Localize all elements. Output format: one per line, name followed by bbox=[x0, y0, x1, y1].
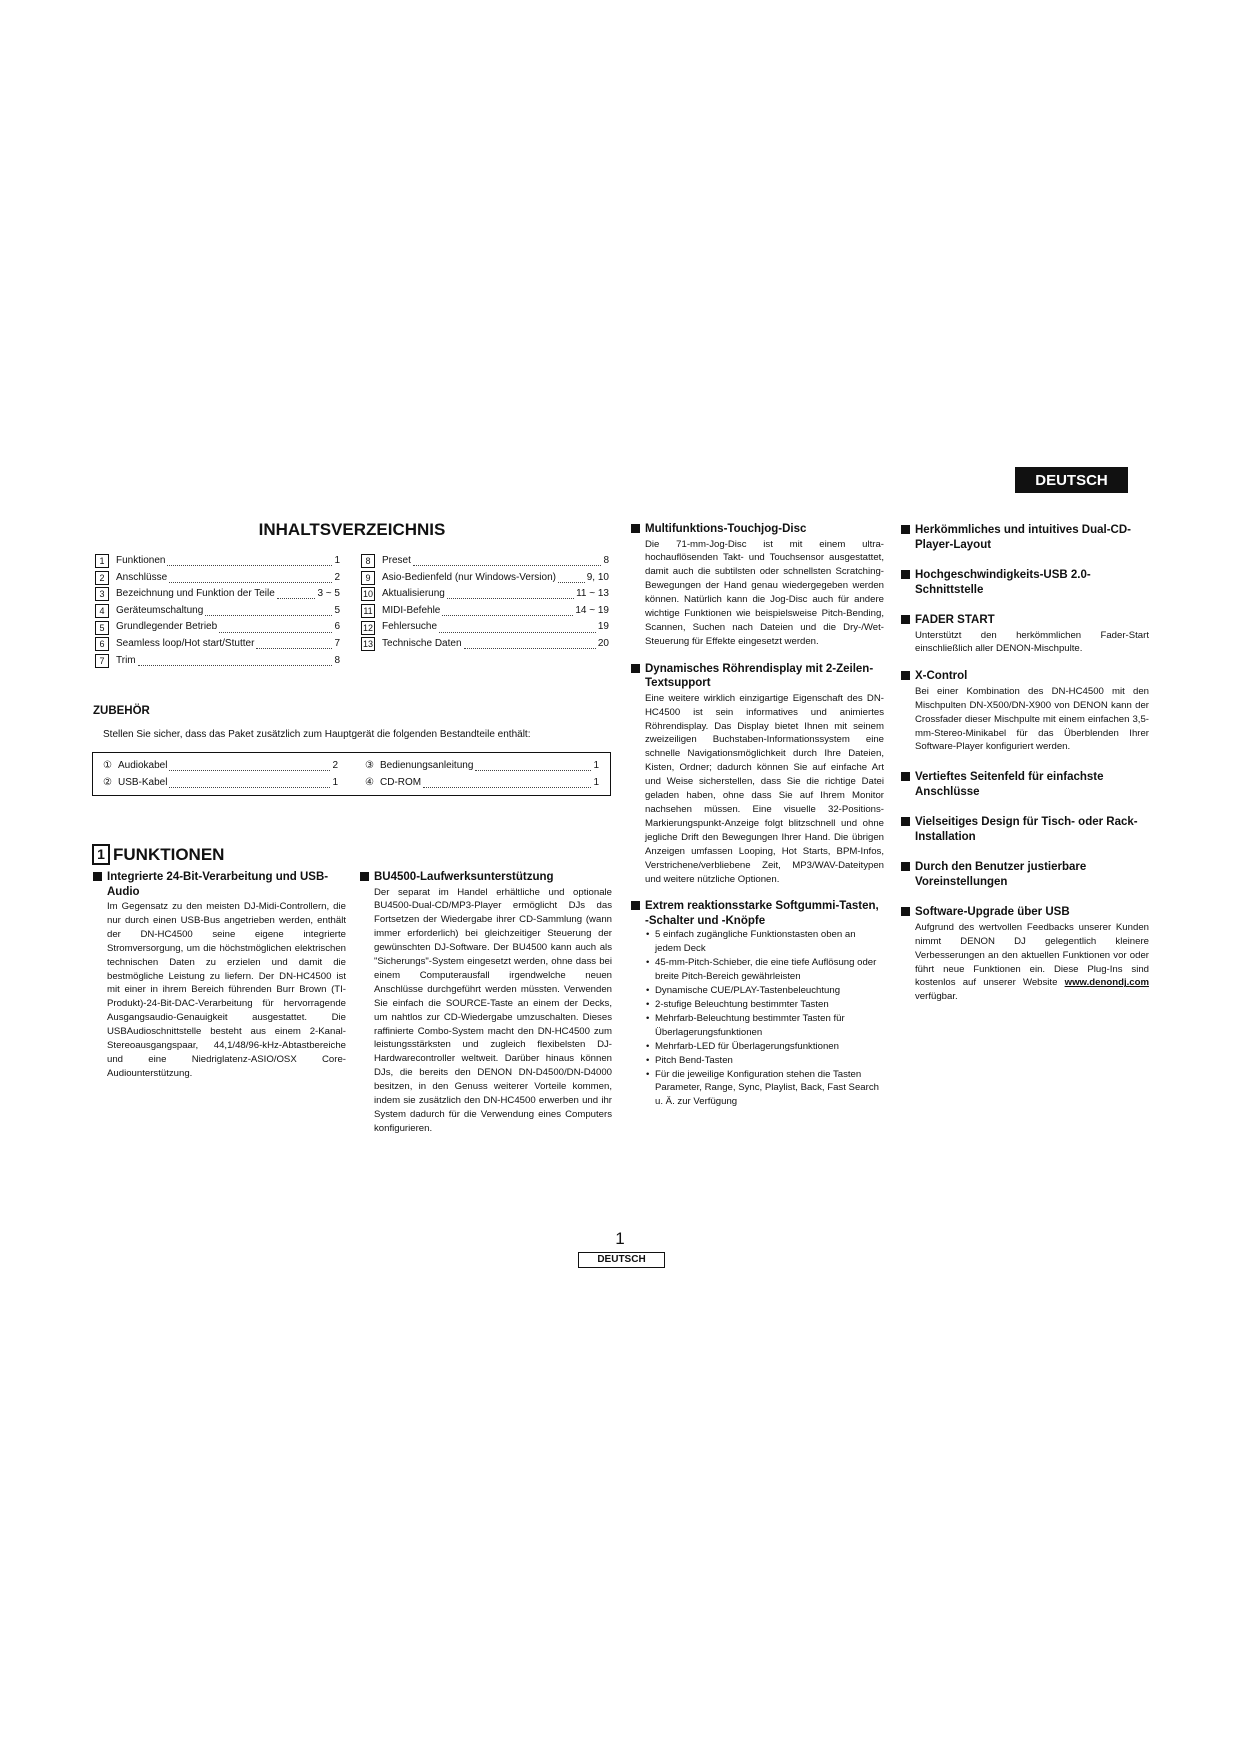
toc-num: 8 bbox=[361, 554, 375, 568]
section-title-text: FUNKTIONEN bbox=[113, 844, 225, 864]
toc-page: 3 ~ 5 bbox=[317, 588, 340, 600]
feature-heading: Software-Upgrade über USB bbox=[901, 905, 1149, 920]
toc-text: Geräteumschaltung bbox=[116, 604, 204, 616]
toc-page: 6 bbox=[334, 621, 340, 633]
toc-page: 7 bbox=[334, 637, 340, 649]
feature-column-3 bbox=[631, 522, 884, 1122]
toc-page: 20 bbox=[597, 637, 609, 649]
feature-heading: FADER START bbox=[901, 613, 1149, 628]
feature-block bbox=[901, 770, 1149, 799]
toc-num: 12 bbox=[363, 622, 374, 633]
toc-left-column bbox=[95, 553, 340, 669]
feature-bullet: • Dynamische CUE/PLAY-Tastenbeleuchtung bbox=[631, 984, 884, 998]
section-title bbox=[92, 844, 224, 865]
toc-text: Preset bbox=[382, 555, 411, 566]
toc-page: 19 bbox=[597, 621, 609, 633]
toc-page: 8 bbox=[603, 555, 609, 566]
accessory-item bbox=[103, 777, 338, 788]
toc-text: Trim bbox=[116, 654, 136, 666]
feature-bullet: • 45-mm-Pitch-Schieber, die eine tiefe Auflösung oder breite Pitch-Bereich gewährleisten bbox=[631, 956, 884, 984]
toc-page: 8 bbox=[334, 654, 340, 666]
feature-heading: Integrierte 24-Bit-Verarbeitung und USB-Audio bbox=[93, 870, 346, 899]
feature-block bbox=[901, 568, 1149, 597]
toc-text: Asio-Bedienfeld (nur Windows-Version) bbox=[382, 571, 556, 583]
footer-language-label: DEUTSCH bbox=[578, 1252, 665, 1268]
accessory-item bbox=[103, 760, 338, 771]
section-number: 1 bbox=[92, 844, 110, 865]
feature-block bbox=[901, 669, 1149, 754]
toc-row bbox=[95, 570, 340, 587]
toc-text: MIDI-Befehle bbox=[382, 604, 441, 616]
feature-block bbox=[901, 523, 1149, 552]
accessory-qty: 1 bbox=[593, 760, 599, 771]
feature-heading: BU4500-Laufwerksunterstützung bbox=[360, 870, 612, 885]
toc-row bbox=[361, 553, 609, 570]
accessory-qty: 2 bbox=[332, 760, 338, 771]
feature-block bbox=[901, 905, 1149, 1004]
accessory-qty: 1 bbox=[332, 777, 338, 788]
feature-heading: Durch den Benutzer justierbare Voreinstellungen bbox=[901, 860, 1149, 889]
toc-page: 14 ~ 19 bbox=[575, 604, 609, 616]
feature-heading: Extrem reaktionsstarke Softgummi-Tasten, -Schalter und -Knöpfe bbox=[631, 899, 884, 928]
toc-num: 13 bbox=[363, 639, 374, 650]
page-number: 1 bbox=[615, 1229, 625, 1248]
toc-text: Technische Daten bbox=[382, 637, 462, 649]
toc-row bbox=[361, 586, 609, 603]
accessory-num: ① bbox=[103, 760, 112, 771]
feature-bullet: • 2-stufige Beleuchtung bestimmter Tasten bbox=[631, 998, 884, 1012]
accessories-box bbox=[92, 752, 611, 796]
feature-bullet: • Mehrfarb-LED für Überlagerungsfunktionen bbox=[631, 1040, 884, 1054]
toc-text: Seamless loop/Hot start/Stutter bbox=[116, 637, 255, 649]
feature-text-tail: verfügbar. bbox=[915, 991, 958, 1003]
toc-row bbox=[95, 653, 340, 670]
feature-block bbox=[360, 870, 612, 1136]
feature-text-body: Aufgrund des wertvollen Feedbacks unserer Kunden nimmt DENON DJ gelegentlich kleinere Verbesserungen an den aktuellen Funktionen vor oder führt neue Funktionen ein. Diese Plug-Ins sind kostenlos auf unserer Website bbox=[915, 921, 1149, 989]
feature-block bbox=[631, 522, 884, 649]
toc-page: 9, 10 bbox=[586, 571, 609, 583]
feature-text: Der separat im Handel erhältliche und optionale BU4500-Dual-CD/MP3-Player ermöglicht DJs das Fortsetzen der Wiedergabe ihrer CD-Sammlung (wann immer erforderlich) bei gleichzeitiger Steuerung der gewünschten DJ-Software. Der BU4500 kann auch als "Sicherungs"-System eingesetzt werden, ohne dass bei einem Computerausfall irgendwelche neuen Anschlüsse durchgeführt werden müssten. Verwenden Sie einfach die SOURCE-Taste an einem der Decks, um nahtlos zur CD-Wiedergabe umzuschalten. Dieses raffinierte Combo-System macht den DN-HC4500 zum leistungsstärksten und zugleich flexibelsten DJ-Hardwarecontroller weltweit. Darüber hinaus können DJs, die bereits den DENON DN-D4500/DN-D4000 besitzen, in den Genuss weiterer Vorteile kommen, indem sie zusätzlich den DN-HC4500 erwerben und ihr System dadurch für die Verwendung eines Computers konfigurieren. bbox=[374, 886, 612, 1134]
accessory-text: CD-ROM bbox=[379, 777, 422, 788]
accessory-qty: 1 bbox=[593, 777, 599, 788]
accessories-title: ZUBEHÖR bbox=[93, 705, 150, 717]
feature-block bbox=[631, 662, 884, 887]
toc-text: Bezeichnung und Funktion der Teile bbox=[116, 588, 275, 600]
feature-block bbox=[901, 613, 1149, 656]
feature-heading: Vertieftes Seitenfeld für einfachste Anschlüsse bbox=[901, 770, 1149, 799]
feature-heading: Herkömmliches und intuitives Dual-CD-Player-Layout bbox=[901, 523, 1149, 552]
accessory-item bbox=[365, 777, 599, 788]
feature-block bbox=[901, 860, 1149, 889]
feature-bullet: • 5 einfach zugängliche Funktionstasten oben an jedem Deck bbox=[631, 928, 884, 956]
toc-page: 11 ~ 13 bbox=[576, 588, 609, 600]
feature-bullet: • Mehrfarb-Beleuchtung bestimmter Tasten für Überlagerungsfunktionen bbox=[631, 1012, 884, 1040]
toc-num: 2 bbox=[95, 571, 109, 585]
toc-text: Grundlegender Betrieb bbox=[116, 621, 218, 633]
feature-column-1 bbox=[93, 870, 346, 1094]
toc-page: 2 bbox=[334, 571, 340, 583]
accessories-intro: Stellen Sie sicher, dass das Paket zusätzlich zum Hauptgerät die folgenden Bestandteile enthält: bbox=[103, 729, 531, 740]
toc-text: Fehlersuche bbox=[382, 621, 438, 633]
toc-row bbox=[361, 603, 609, 620]
feature-bullet: • Für die jeweilige Konfiguration stehen die Tasten Parameter, Range, Sync, Playlist, Back, Fast Search u. Ä. zur Verfügung bbox=[631, 1068, 884, 1110]
toc-num: 3 bbox=[95, 587, 109, 601]
toc-text: Aktualisierung bbox=[382, 588, 445, 600]
accessory-item bbox=[365, 760, 599, 771]
toc-num: 11 bbox=[361, 604, 375, 618]
feature-heading: X-Control bbox=[901, 669, 1149, 684]
toc-row bbox=[95, 603, 340, 620]
feature-block bbox=[93, 870, 346, 1081]
feature-text: Die 71-mm-Jog-Disc ist mit einem ultra-hochauflösenden Takt- und Touchsensor ausgestattet, damit auch die subtilsten oder schnellsten Scratching-Bewegungen der Hand genau wiedergegeben werden können. Natürlich kann die Jog-Disc auch für andere wichtige Funktionen wie beispielsweise Pitch-Bending, Scannen, Suchen nach Dateien und die Dry-/Wet-Steuerung für Effekte eingesetzt werden. bbox=[645, 538, 884, 647]
accessory-text: Bedienungsanleitung bbox=[379, 760, 474, 771]
toc-row bbox=[95, 586, 340, 603]
toc-row bbox=[95, 553, 340, 570]
feature-heading: Dynamisches Röhrendisplay mit 2-Zeilen-Textsupport bbox=[631, 662, 884, 691]
accessory-num: ③ bbox=[365, 760, 374, 771]
feature-text bbox=[901, 921, 1149, 1004]
accessory-num: ④ bbox=[365, 777, 374, 788]
toc-right-column bbox=[361, 553, 609, 653]
feature-bullet: • Pitch Bend-Tasten bbox=[631, 1054, 884, 1068]
toc-num: 1 bbox=[95, 554, 109, 568]
toc-row bbox=[361, 619, 609, 636]
accessory-num: ② bbox=[103, 777, 112, 788]
toc-num: 6 bbox=[95, 637, 109, 651]
toc-page: 1 bbox=[334, 555, 340, 566]
feature-column-2 bbox=[360, 870, 612, 1149]
toc-num: 4 bbox=[95, 604, 109, 618]
toc-title: INHALTSVERZEICHNIS bbox=[258, 520, 446, 539]
feature-column-4 bbox=[901, 523, 1149, 1017]
website-link[interactable]: www.denondj.com bbox=[1064, 977, 1149, 989]
feature-text: Unterstützt den herkömmlichen Fader-Start einschließlich aller DENON-Mischpulte. bbox=[915, 629, 1149, 655]
feature-text: Im Gegensatz zu den meisten DJ-Midi-Controllern, die nur durch einen USB-Bus angetrieben werden, enthält der DN-HC4500 seine eigene integrierte Stromversorgung, um die höchstmöglichen elektrischen technischen Daten zu erzielen und damit die bestmögliche Leistung zu liefern. Der DN-HC4500 ist mit einer in ihrem Bereich führenden Burr Brown (TI-Produkt)-24-Bit-DAC-Verarbeitung für hervorragende Ausgangsaudio-Genauigkeit ausgestattet. Die USBAudioschnittstelle besteht aus einem 2-Kanal-Stereoausgangspaar, 44,1/48/96-kHz-Abtastbereiche und eine Niedriglatenz-ASIO/OSX Core-Audiounterstützung. bbox=[107, 901, 346, 1079]
toc-row bbox=[361, 636, 609, 653]
accessory-text: Audiokabel bbox=[117, 760, 168, 771]
language-tab: DEUTSCH bbox=[1015, 467, 1128, 493]
toc-num: 5 bbox=[95, 621, 109, 635]
toc-row bbox=[95, 619, 340, 636]
toc-page: 5 bbox=[334, 604, 340, 616]
toc-num: 9 bbox=[361, 571, 375, 585]
feature-heading: Vielseitiges Design für Tisch- oder Rack-Installation bbox=[901, 815, 1149, 844]
feature-block bbox=[631, 899, 884, 1109]
accessory-text: USB-Kabel bbox=[117, 777, 168, 788]
toc-num: 7 bbox=[95, 654, 109, 668]
toc-text: Anschlüsse bbox=[116, 571, 168, 583]
toc-row bbox=[95, 636, 340, 653]
feature-block bbox=[901, 815, 1149, 844]
feature-text: Bei einer Kombination des DN-HC4500 mit den Mischpulten DN-X500/DN-X900 von DENON kann der Crossfader dieser Mischpulte mit einem einfachen 3,5-mm-Stereo-Minikabel für das Überblenden Ihrer Software-Player konfiguriert werden. bbox=[915, 685, 1149, 753]
feature-heading: Multifunktions-Touchjog-Disc bbox=[631, 522, 884, 537]
toc-row bbox=[361, 570, 609, 587]
toc-num: 10 bbox=[363, 589, 374, 600]
feature-text: Eine weitere wirklich einzigartige Eigenschaft des DN-HC4500 ist sein informatives und animiertes Röhrendisplay. Das Display bietet Ihnen mit seinem zweizeiligen Buchstaben-Informationssystem eine schnelle Navigationsmöglichkeit durch Ihre Dateien, Kisten, Ordner; dadurch können Sie auf einfache Art und Weise sicherstellen, dass Sie die richtige Datei geladen haben, ohne dass Sie auf Ihrem Monitor nachsehen müssen. Eine visuelle 32-Positions-Markierungspunkt-Anzeige folgt blitzschnell und ohne jegliche Drift den Bewegungen Ihrer Hand. Die übrigen Anzeigen umfassen Looping, Hot Starts, BPM-Infos, Verstrichene/verbliebene Zeit, MP3/WAV-Dateitypen und weitere nützliche Optionen. bbox=[645, 692, 884, 885]
feature-heading: Hochgeschwindigkeits-USB 2.0-Schnittstelle bbox=[901, 568, 1149, 597]
toc-text: Funktionen bbox=[116, 555, 166, 566]
